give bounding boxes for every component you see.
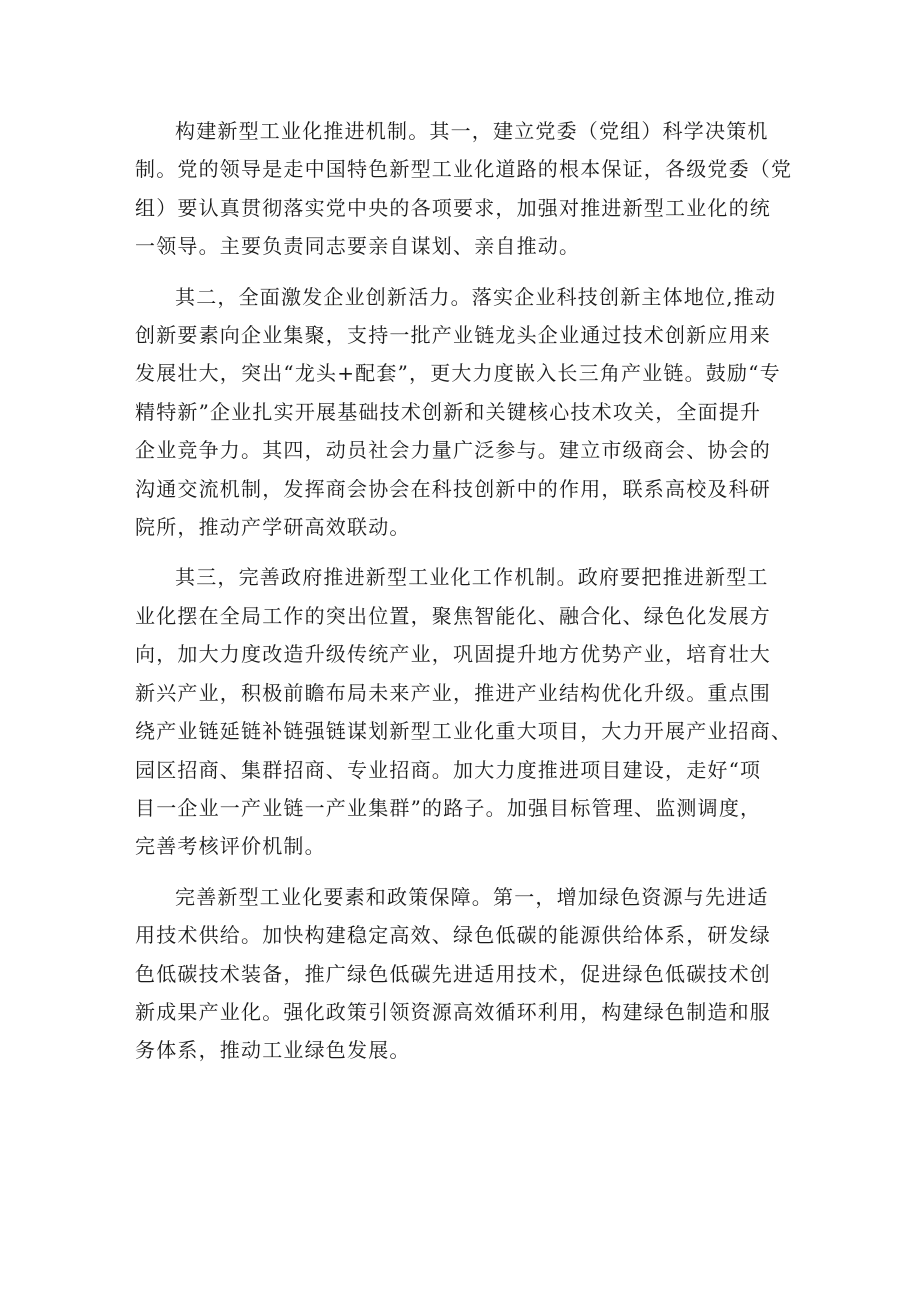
paragraph-4 [135, 878, 800, 1070]
paragraph-line: 新兴产业，积极前瞻布局未来产业，推进产业结构优化升级。重点围 [135, 680, 771, 705]
paragraph-line: 新成果产业化。强化政策引领资源高效循环利用，构建绿色制造和服 [135, 999, 771, 1024]
paragraph-line: 创新要素向企业集聚，支持一批产业链龙头企业通过技术创新应用来 [135, 323, 771, 348]
paragraph-line: 院所，推动产学研高效联动。 [135, 515, 411, 540]
paragraph-line: 业化摆在全局工作的突出位置，聚焦智能化、融合化、绿色化发展方 [135, 603, 771, 628]
paragraph-line: 其三，完善政府推进新型工业化工作机制。政府要把推进新型工 [175, 565, 769, 590]
paragraph-line: 其二，全面激发企业创新活力。落实企业科技创新主体地位,推动 [175, 284, 777, 309]
paragraph-line: 向，加大力度改造升级传统产业，巩固提升地方优势产业，培育壮大 [135, 642, 771, 667]
paragraph-line: 目一企业一产业链一产业集群”的路子。加强目标管理、监测调度， [135, 795, 762, 820]
paragraph-line: 精特新”企业扎实开展基础技术创新和关键核心技术攻关，全面提升 [135, 399, 762, 424]
paragraph-line: 一领导。主要负责同志要亲自谋划、亲自推动。 [135, 234, 581, 259]
paragraph-line: 制。党的领导是走中国特色新型工业化道路的根本保证，各级党委（党 [135, 157, 793, 182]
paragraph-line: 色低碳技术装备，推广绿色低碳先进适用技术，促进绿色低碳技术创 [135, 961, 771, 986]
paragraph-1 [135, 112, 800, 266]
paragraph-2 [135, 278, 800, 547]
paragraph-line: 务体系，推动工业绿色发展。 [135, 1038, 411, 1063]
paragraph-3 [135, 558, 800, 865]
paragraph-line: 园区招商、集群招商、专业招商。加大力度推进项目建设，走好“项 [135, 757, 762, 782]
paragraph-line: 发展壮大，突出“龙头+配套”，更大力度嵌入长三角产业链。鼓励“专 [135, 361, 781, 386]
paragraph-line: 完善考核评价机制。 [135, 834, 326, 859]
document-body [135, 112, 800, 1082]
paragraph-line: 绕产业链延链补链强链谋划新型工业化重大项目，大力开展产业招商、 [135, 719, 793, 744]
paragraph-line: 用技术供给。加快构建稳定高效、绿色低碳的能源供给体系，研发绿 [135, 923, 771, 948]
paragraph-line: 构建新型工业化推进机制。其一，建立党委（党组）科学决策机 [175, 119, 769, 143]
paragraph-line: 完善新型工业化要素和政策保障。第一，增加绿色资源与先进适 [175, 884, 769, 909]
paragraph-line: 组）要认真贯彻落实党中央的各项要求，加强对推进新型工业化的统 [135, 195, 771, 220]
paragraph-line: 企业竞争力。其四，动员社会力量广泛参与。建立市级商会、协会的 [135, 438, 771, 463]
paragraph-line: 沟通交流机制，发挥商会协会在科技创新中的作用，联系高校及科研 [135, 476, 771, 501]
